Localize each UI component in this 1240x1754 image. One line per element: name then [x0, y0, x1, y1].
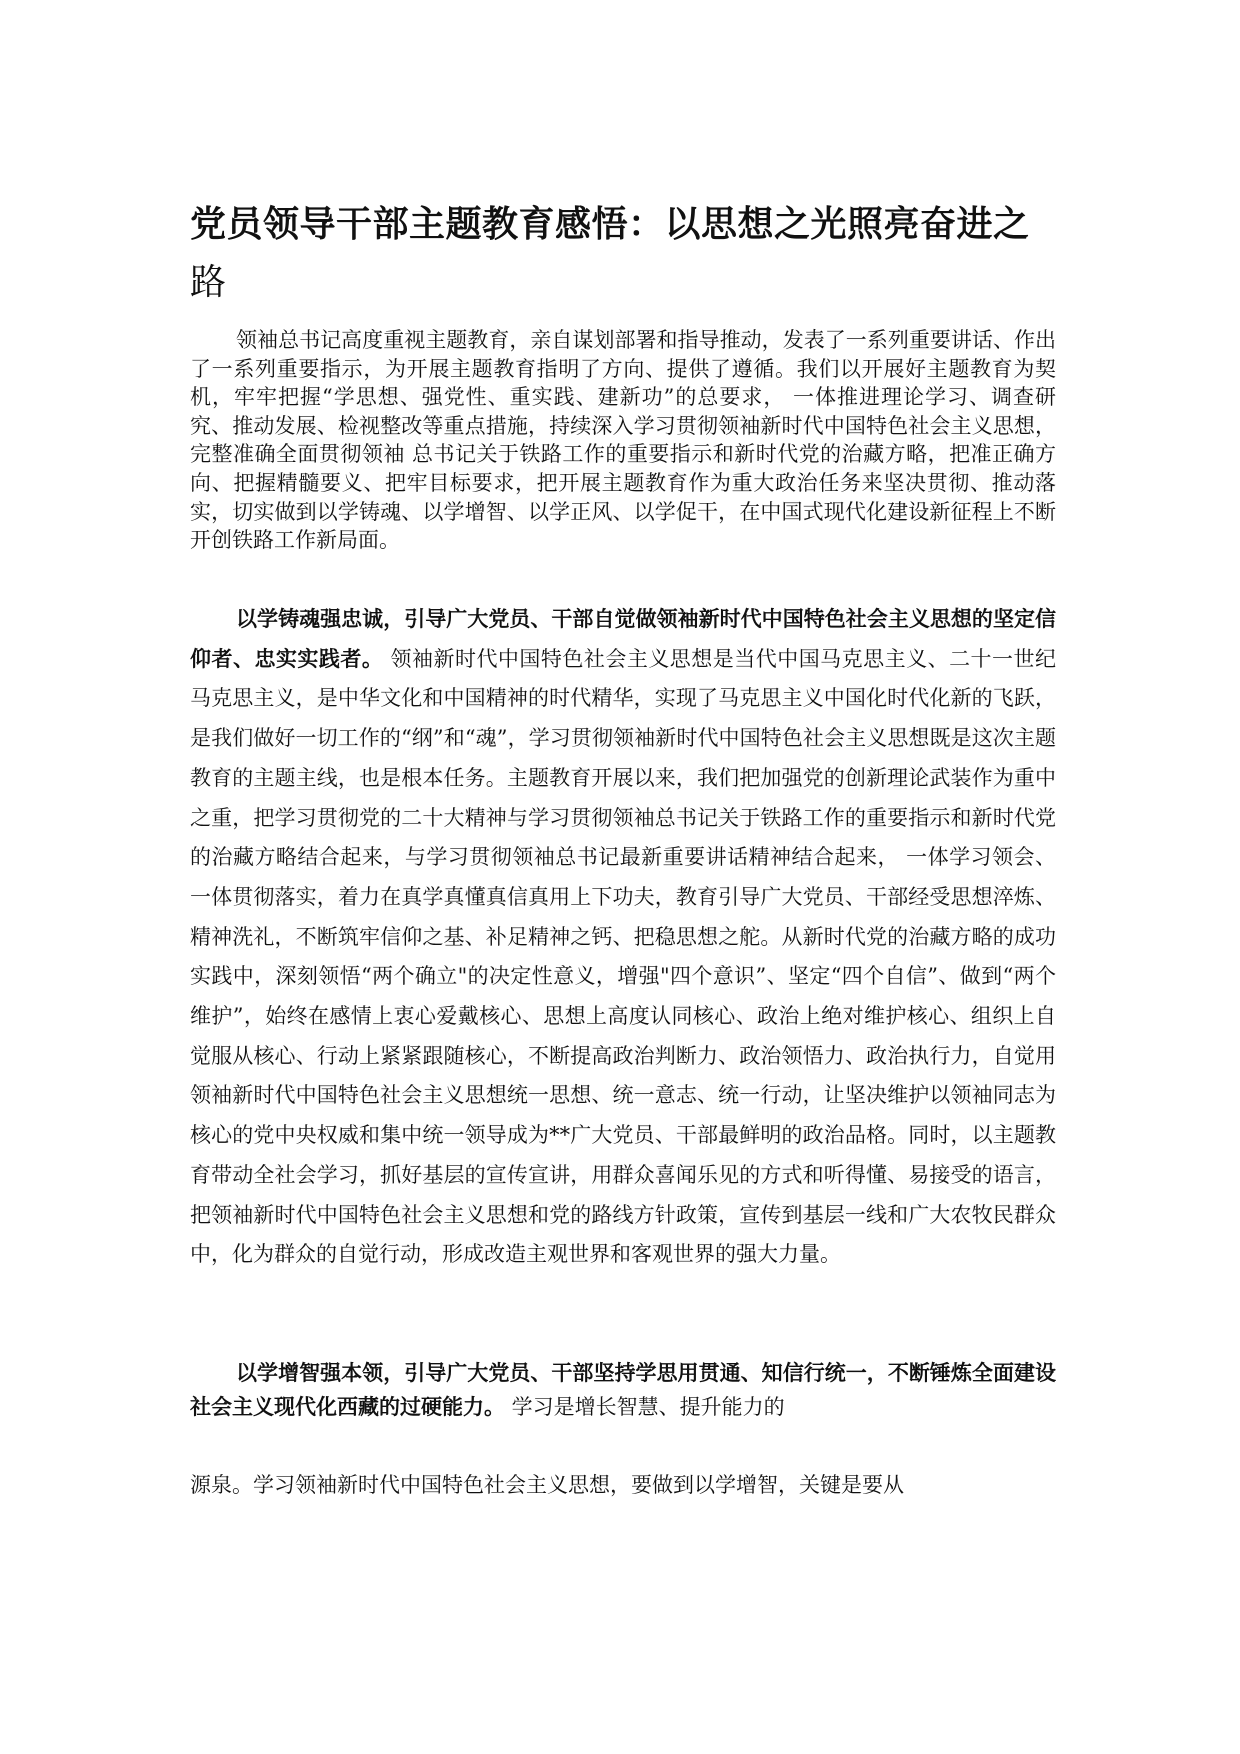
paragraph-loyalty-lead: 以学铸魂强忠诚，引导广大党员、干部自觉做领袖新时代中国特色社会主义思想的坚定信仰者、忠实实践者。 [190, 607, 1056, 671]
paragraph-intro [190, 326, 1056, 555]
paragraph-continuation [190, 1468, 1056, 1502]
paragraph-loyalty [190, 600, 1056, 1275]
paragraph-capability-text: 学习是增长智慧、提升能力的 [505, 1395, 785, 1419]
paragraph-capability [190, 1356, 1056, 1424]
document-title [190, 196, 1070, 312]
paragraph-intro-text: 领袖总书记高度重视主题教育，亲自谋划部署和指导推动，发表了一系列重要讲话、作出了一系列重要指示，为开展主题教育指明了方向、提供了遵循。我们以开展好主题教育为契机，牢牢把握“学思想、强党性、重实践、建新功”的总要求， 一体推进理论学习、调查研究、推动发展、检视整改等重点措施，持续深入学习贯彻领袖新时代中国特色社会主义思想，完整准确全面贯彻领袖 总书记关于铁路工作的重要指示和新时代党的治藏方略，把准正确方向、把握精髓要义、把牢目标要求，把开展主题教育作为重大政治任务来坚决贯彻、推动落实，切实做到以学铸魂、以学增智、以学正风、以学促干，在中国式现代化建设新征程上不断开创铁路工作新局面。 [190, 328, 1056, 553]
paragraph-loyalty-text: 领袖新时代中国特色社会主义思想是当代中国马克思主义、二十一世纪马克思主义，是中华文化和中国精神的时代精华，实现了马克思主义中国化时代化新的飞跃，是我们做好一切工作的“纲”和“魂”，学习贯彻领袖新时代中国特色社会主义思想既是这次主题教育的主题主线，也是根本任务。主题教育开展以来，我们把加强党的创新理论武装作为重中之重，把学习贯彻党的二十大精神与学习贯彻领袖总书记关于铁路工作的重要指示和新时代党的治藏方略结合起来，与学习贯彻领袖总书记最新重要讲话精神结合起来， 一体学习领会、 一体贯彻落实，着力在真学真懂真信真用上下功夫，教育引导广大党员、干部经受思想淬炼、精神洗礼，不断筑牢信仰之基、补足精神之钙、把稳思想之舵。从新时代党的治藏方略的成功实践中，深刻领悟“两个确立"的决定性意义，增强"四个意识”、坚定“四个自信”、做到“两个维护”，始终在感情上衷心爱戴核心、思想上高度认同核心、政治上绝对维护核心、组织上自觉服从核心、行动上紧紧跟随核心，不断提高政治判断力、政治领悟力、政治执行力，自觉用领袖新时代中国特色社会主义思想统一思想、统一意志、统一行动，让坚决维护以领袖同志为核心的党中央权威和集中统一领导成为**广大党员、干部最鲜明的政治品格。同时，以主题教育带动全社会学习，抓好基层的宣传宣讲，用群众喜闻乐见的方式和听得懂、易接受的语言，把领袖新时代中国特色社会主义思想和党的路线方针政策，宣传到基层一线和广大农牧民群众中，化为群众的自觉行动，形成改造主观世界和客观世界的强大力量。 [190, 646, 1056, 1267]
title-line-2: 路 [190, 262, 227, 303]
paragraph-continuation-text: 源泉。学习领袖新时代中国特色社会主义思想，要做到以学增智，关键是要从 [190, 1473, 904, 1497]
title-line-1: 党员领导干部主题教育感悟：以思想之光照亮奋进之 [190, 204, 1030, 245]
paragraph-capability-lead: 以学增智强本领，引导广大党员、干部坚持学思用贯通、知信行统一，不断锤炼全面建设社会主义现代化西藏的过硬能力。 [190, 1361, 1056, 1419]
